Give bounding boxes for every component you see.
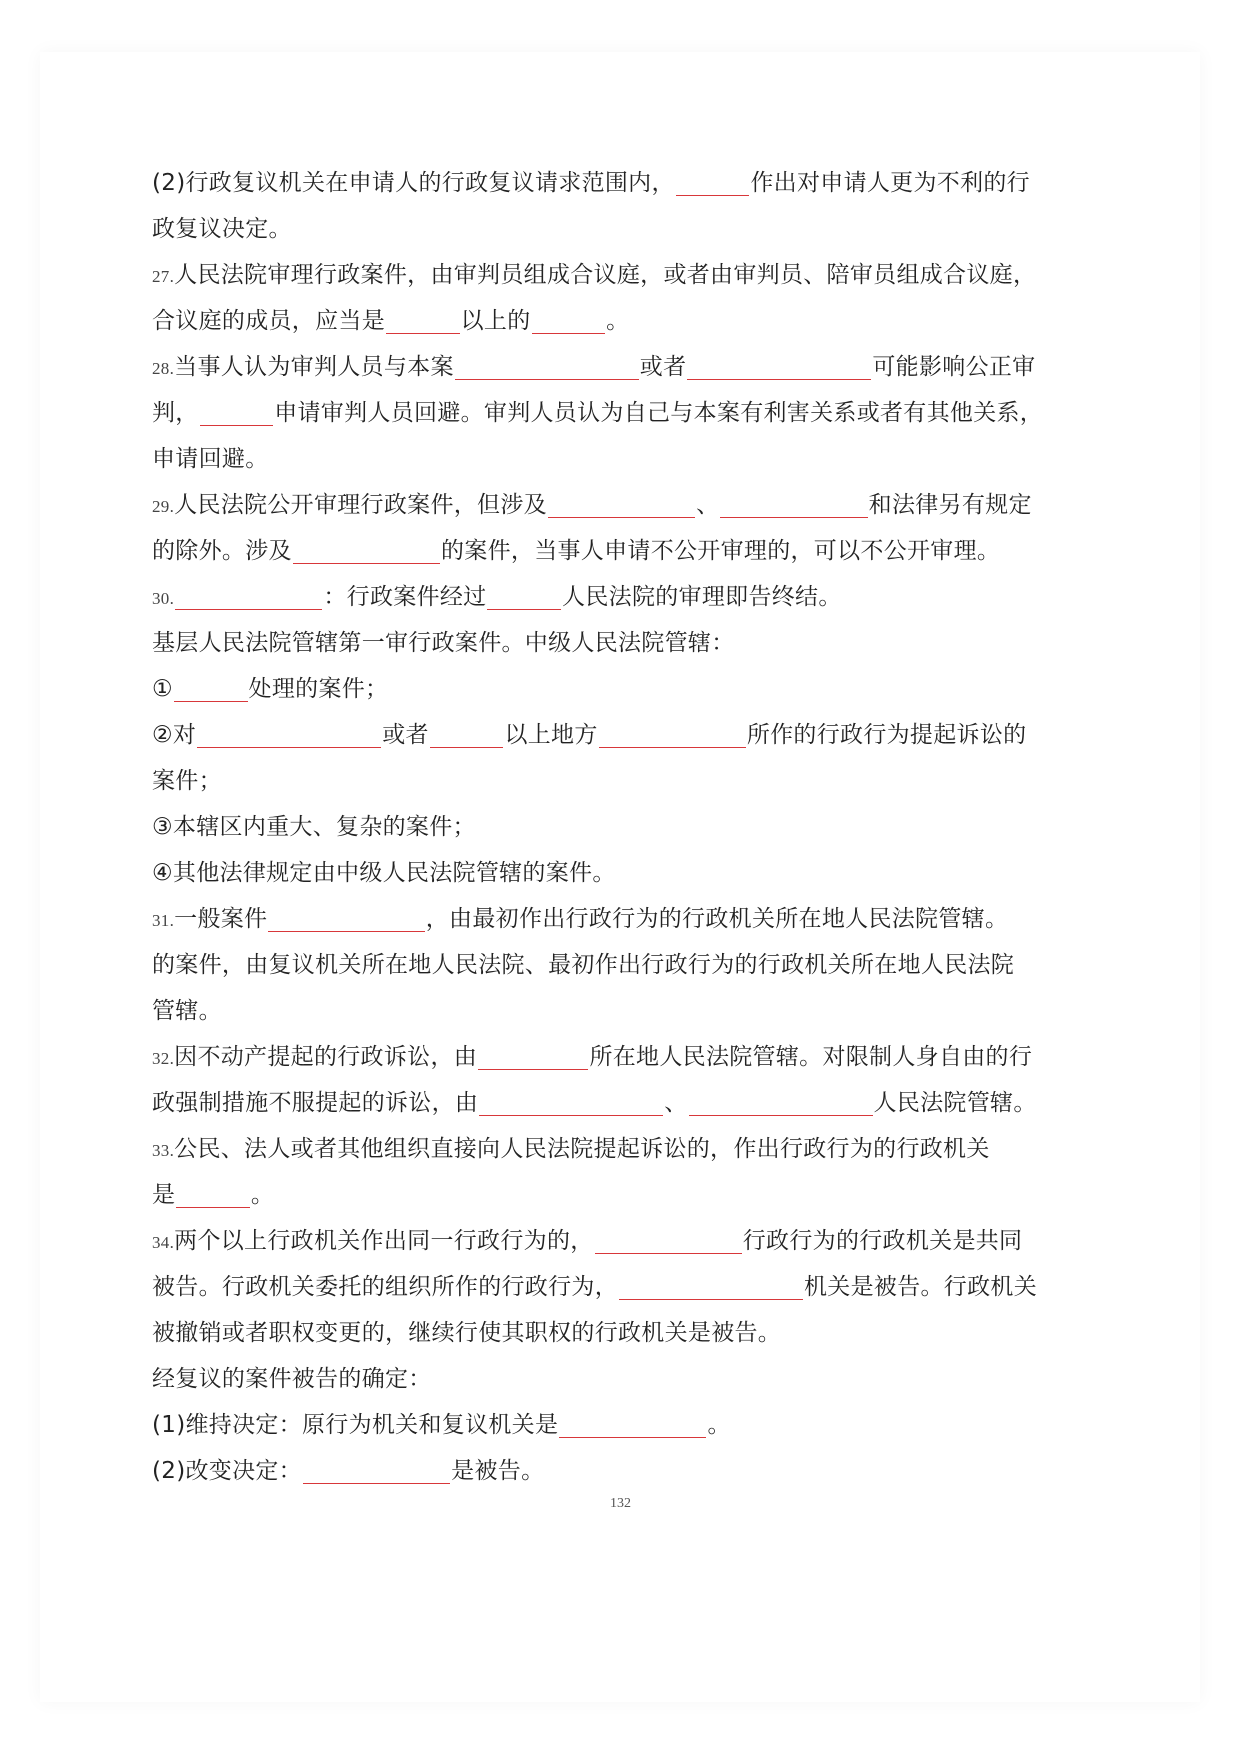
question-number: 34. bbox=[152, 1233, 175, 1252]
text-line bbox=[152, 942, 1172, 988]
text-line bbox=[152, 988, 1172, 1034]
question-number: 32. bbox=[152, 1049, 175, 1068]
text-line bbox=[152, 1126, 1172, 1172]
text-line bbox=[152, 482, 1172, 528]
fill-in-blank bbox=[455, 349, 639, 380]
text-segment: 以上地方 bbox=[504, 722, 598, 748]
text-segment: 的除外。涉及 bbox=[152, 538, 292, 564]
text-segment: 合议庭的成员，应当是 bbox=[152, 308, 385, 334]
text-segment: 人民法院的审理即告终结。 bbox=[562, 584, 842, 610]
text-segment: 是被告。 bbox=[451, 1458, 545, 1484]
text-line bbox=[152, 252, 1172, 298]
text-line bbox=[152, 1218, 1172, 1264]
text-segment: 所作的行政行为提起诉讼的 bbox=[746, 722, 1027, 748]
text-segment: 判， bbox=[152, 400, 199, 426]
fill-in-blank bbox=[720, 487, 867, 518]
fill-in-blank bbox=[689, 1085, 873, 1116]
fill-in-blank bbox=[268, 901, 424, 932]
text-segment: 当事人认为审判人员与本案 bbox=[174, 354, 454, 380]
text-segment: ：行政案件经过 bbox=[323, 584, 487, 610]
fill-in-blank bbox=[197, 717, 381, 748]
text-segment: 处理的案件； bbox=[248, 676, 389, 702]
text-line bbox=[152, 1034, 1172, 1080]
text-segment: ④其他法律规定由中级人民法院管辖的案件。 bbox=[152, 860, 616, 886]
fill-in-blank bbox=[478, 1039, 588, 1070]
text-segment: ③本辖区内重大、复杂的案件； bbox=[152, 814, 476, 840]
fill-in-blank bbox=[176, 1177, 250, 1208]
text-segment: ，由最初作出行政行为的行政机关所在地人民法院管辖。 bbox=[425, 906, 1009, 932]
text-segment: 经复议的案件被告的确定： bbox=[152, 1366, 432, 1392]
text-segment: ②对 bbox=[152, 722, 197, 748]
text-segment: 管辖。 bbox=[152, 998, 222, 1024]
text-line bbox=[152, 896, 1172, 942]
text-line bbox=[152, 160, 1172, 206]
text-line bbox=[152, 390, 1172, 436]
text-line bbox=[152, 758, 1172, 804]
text-line bbox=[152, 574, 1172, 620]
text-line bbox=[152, 344, 1172, 390]
fill-in-blank bbox=[479, 1085, 663, 1116]
text-segment: 。 bbox=[606, 308, 630, 334]
text-line bbox=[152, 712, 1172, 758]
fill-in-blank bbox=[303, 1453, 450, 1484]
text-line bbox=[152, 1448, 1172, 1494]
text-line bbox=[152, 804, 1172, 850]
fill-in-blank bbox=[548, 487, 695, 518]
fill-in-blank bbox=[595, 1223, 742, 1254]
text-line bbox=[152, 1402, 1172, 1448]
text-segment: (2)改变决定： bbox=[152, 1458, 302, 1484]
text-segment: 以上的 bbox=[460, 308, 531, 334]
question-number: 31. bbox=[152, 911, 175, 930]
text-segment: 政复议决定。 bbox=[152, 216, 292, 242]
text-segment: 或者 bbox=[639, 354, 687, 380]
text-segment: 。 bbox=[707, 1412, 731, 1438]
text-line bbox=[152, 620, 1172, 666]
text-segment: 公民、法人或者其他组织直接向人民法院提起诉讼的，作出行政行为的行政机关 bbox=[174, 1136, 990, 1162]
text-segment: 是 bbox=[152, 1182, 176, 1208]
text-segment: 、 bbox=[664, 1090, 688, 1116]
question-number: 33. bbox=[152, 1141, 175, 1160]
text-segment: 案件； bbox=[152, 768, 222, 794]
text-segment: 、 bbox=[696, 492, 720, 518]
fill-in-blank bbox=[599, 717, 746, 748]
text-segment: 一般案件 bbox=[174, 906, 268, 932]
fill-in-blank bbox=[676, 165, 750, 196]
text-line bbox=[152, 298, 1172, 344]
document-page bbox=[40, 52, 1200, 1702]
text-segment: (2)行政复议机关在申请人的行政复议请求范围内， bbox=[152, 170, 675, 196]
text-line bbox=[152, 666, 1172, 712]
text-line bbox=[152, 436, 1172, 482]
fill-in-blank bbox=[619, 1269, 803, 1300]
fill-in-blank bbox=[386, 303, 460, 334]
text-segment: 两个以上行政机关作出同一行政行为的， bbox=[174, 1228, 594, 1254]
question-number: 30. bbox=[152, 589, 175, 608]
text-segment: 和法律另有规定 bbox=[868, 492, 1032, 518]
fill-in-blank bbox=[532, 303, 606, 334]
fill-in-blank bbox=[487, 579, 561, 610]
text-segment: 人民法院审理行政案件，由审判员组成合议庭，或者由审判员、陪审员组成合议庭， bbox=[174, 262, 1037, 288]
fill-in-blank bbox=[430, 717, 504, 748]
text-line bbox=[152, 528, 1172, 574]
text-line bbox=[152, 850, 1172, 896]
text-segment: 人民法院公开审理行政案件，但涉及 bbox=[174, 492, 547, 518]
text-segment: 被告。行政机关委托的组织所作的行政行为， bbox=[152, 1274, 618, 1300]
text-segment: 因不动产提起的行政诉讼，由 bbox=[174, 1044, 478, 1070]
text-segment: (1)维持决定：原行为机关和复议机关是 bbox=[152, 1412, 559, 1438]
text-segment: 的案件，由复议机关所在地人民法院、最初作出行政行为的行政机关所在地人民法院 bbox=[152, 952, 1015, 978]
text-segment: 作出对申请人更为不利的行 bbox=[750, 170, 1030, 196]
fill-in-blank bbox=[200, 395, 274, 426]
text-segment: 政强制措施不服提起的诉讼，由 bbox=[152, 1090, 479, 1116]
fill-in-blank bbox=[175, 579, 322, 610]
text-segment: 机关是被告。行政机关 bbox=[804, 1274, 1037, 1300]
question-number: 28. bbox=[152, 359, 175, 378]
text-line bbox=[152, 1310, 1172, 1356]
text-segment: 。 bbox=[250, 1182, 275, 1208]
text-segment: ① bbox=[152, 676, 173, 702]
fill-in-blank bbox=[687, 349, 871, 380]
text-segment: 基层人民法院管辖第一审行政案件。中级人民法院管辖： bbox=[152, 630, 735, 656]
page-body bbox=[152, 160, 1172, 1494]
text-segment: 的案件，当事人申请不公开审理的，可以不公开审理。 bbox=[441, 538, 1001, 564]
text-segment: 行政行为的行政机关是共同 bbox=[742, 1228, 1023, 1254]
fill-in-blank bbox=[559, 1407, 706, 1438]
text-segment: 所在地人民法院管辖。对限制人身自由的行 bbox=[589, 1044, 1033, 1070]
text-segment: 人民法院管辖。 bbox=[873, 1090, 1037, 1116]
text-segment: 被撤销或者职权变更的，继续行使其职权的行政机关是被告。 bbox=[152, 1320, 782, 1346]
text-segment: 申请回避。 bbox=[152, 446, 269, 472]
fill-in-blank bbox=[174, 671, 248, 702]
text-segment: 申请审判人员回避。审判人员认为自己与本案有利害关系或者有其他关系， bbox=[274, 400, 1044, 426]
question-number: 29. bbox=[152, 497, 175, 516]
text-segment: 可能影响公正审 bbox=[872, 354, 1036, 380]
text-segment: 或者 bbox=[382, 722, 429, 748]
text-line bbox=[152, 1264, 1172, 1310]
text-line bbox=[152, 1080, 1172, 1126]
page-number: 132 bbox=[610, 1496, 631, 1511]
text-line bbox=[152, 1172, 1172, 1218]
text-line bbox=[152, 206, 1172, 252]
fill-in-blank bbox=[293, 533, 440, 564]
question-number: 27. bbox=[152, 267, 175, 286]
text-line bbox=[152, 1356, 1172, 1402]
